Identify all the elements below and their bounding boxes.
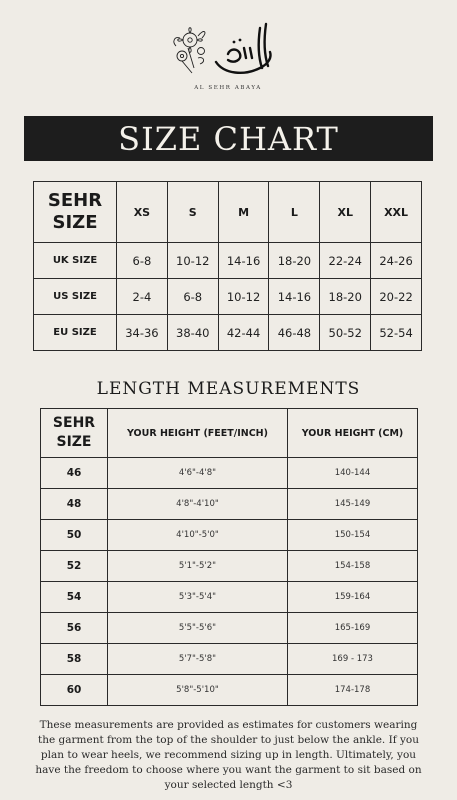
table-row: [41, 458, 418, 489]
table-cell: 52-54: [371, 315, 422, 351]
table-row: [41, 551, 418, 582]
column-header: M: [218, 182, 269, 243]
size-cell: 46: [41, 458, 108, 489]
height-feet-cell: 4'8"-4'10": [108, 489, 288, 520]
row-header: EU SIZE: [34, 315, 117, 351]
height-feet-header: YOUR HEIGHT (FEET/INCH): [108, 409, 288, 458]
corner-line-1: SEHR: [47, 190, 103, 211]
table-row: [41, 520, 418, 551]
table-cell: 50-52: [320, 315, 371, 351]
column-header: XL: [320, 182, 371, 243]
table-cell: 14-16: [269, 279, 320, 315]
length-measurements-table: [40, 408, 418, 706]
column-header: XS: [117, 182, 168, 243]
table-row: [34, 315, 422, 351]
height-feet-cell: 5'3"-5'4": [108, 582, 288, 613]
table-cell: 46-48: [269, 315, 320, 351]
size-cell: 56: [41, 613, 108, 644]
size-cell: 48: [41, 489, 108, 520]
height-feet-cell: 5'5"-5'6": [108, 613, 288, 644]
table-cell: 22-24: [320, 243, 371, 279]
height-feet-cell: 5'1"-5'2": [108, 551, 288, 582]
table-cell: 6-8: [117, 243, 168, 279]
length-section-title: LENGTH MEASUREMENTS: [96, 379, 361, 399]
height-feet-cell: 4'10"-5'0": [108, 520, 288, 551]
height-feet-cell: 4'6"-4'8": [108, 458, 288, 489]
table-row: [34, 243, 422, 279]
table-header-row: [41, 409, 418, 458]
sehr-size-header: [41, 409, 108, 458]
size-cell: 52: [41, 551, 108, 582]
table-cell: 20-22: [371, 279, 422, 315]
table-row: [34, 279, 422, 315]
row-header: US SIZE: [34, 279, 117, 315]
height-cm-cell: 174-178: [287, 675, 417, 706]
sehr-size-header: [34, 182, 117, 243]
column-header: L: [269, 182, 320, 243]
table-cell: 18-20: [320, 279, 371, 315]
table-cell: 10-12: [218, 279, 269, 315]
table-cell: 6-8: [167, 279, 218, 315]
disclaimer-note: These measurements are provided as estimates for customers wearing the garment from the top of the shoulder to just below the ankle. If you plan to wear heels, we recommend sizing up in length. Ultimately, you have the freedom to choose where you want the garment to sit based on your selected length <3: [35, 719, 422, 791]
corner-line-2: SIZE: [56, 434, 92, 450]
height-cm-cell: 159-164: [287, 582, 417, 613]
size-cell: 60: [41, 675, 108, 706]
size-cell: 58: [41, 644, 108, 675]
table-cell: 2-4: [117, 279, 168, 315]
column-header: XXL: [371, 182, 422, 243]
table-row: [41, 613, 418, 644]
corner-line-1: SEHR: [52, 415, 96, 431]
height-cm-cell: 154-158: [287, 551, 417, 582]
table-cell: 38-40: [167, 315, 218, 351]
brand-logo: [168, 18, 288, 94]
height-cm-cell: 145-149: [287, 489, 417, 520]
table-cell: 14-16: [218, 243, 269, 279]
column-header: S: [167, 182, 218, 243]
table-row: [41, 675, 418, 706]
corner-line-2: SIZE: [52, 212, 98, 233]
row-header: UK SIZE: [34, 243, 117, 279]
size-cell: 50: [41, 520, 108, 551]
table-cell: 10-12: [167, 243, 218, 279]
table-row: [41, 582, 418, 613]
height-cm-cell: 165-169: [287, 613, 417, 644]
table-cell: 18-20: [269, 243, 320, 279]
table-row: [41, 489, 418, 520]
table-row: [41, 644, 418, 675]
table-header-row: [34, 182, 422, 243]
height-cm-header: YOUR HEIGHT (CM): [287, 409, 417, 458]
height-cm-cell: 140-144: [287, 458, 417, 489]
height-cm-cell: 169 - 173: [287, 644, 417, 675]
table-cell: 24-26: [371, 243, 422, 279]
height-cm-cell: 150-154: [287, 520, 417, 551]
size-cell: 54: [41, 582, 108, 613]
size-conversion-table: [33, 181, 422, 351]
flower-calligraphy-logo-icon: [168, 18, 288, 84]
page-title: SIZE CHART: [24, 116, 433, 161]
height-feet-cell: 5'7"-5'8": [108, 644, 288, 675]
table-cell: 34-36: [117, 315, 168, 351]
brand-caption: AL SEHR ABAYA: [194, 85, 262, 91]
table-cell: 42-44: [218, 315, 269, 351]
height-feet-cell: 5'8"-5'10": [108, 675, 288, 706]
